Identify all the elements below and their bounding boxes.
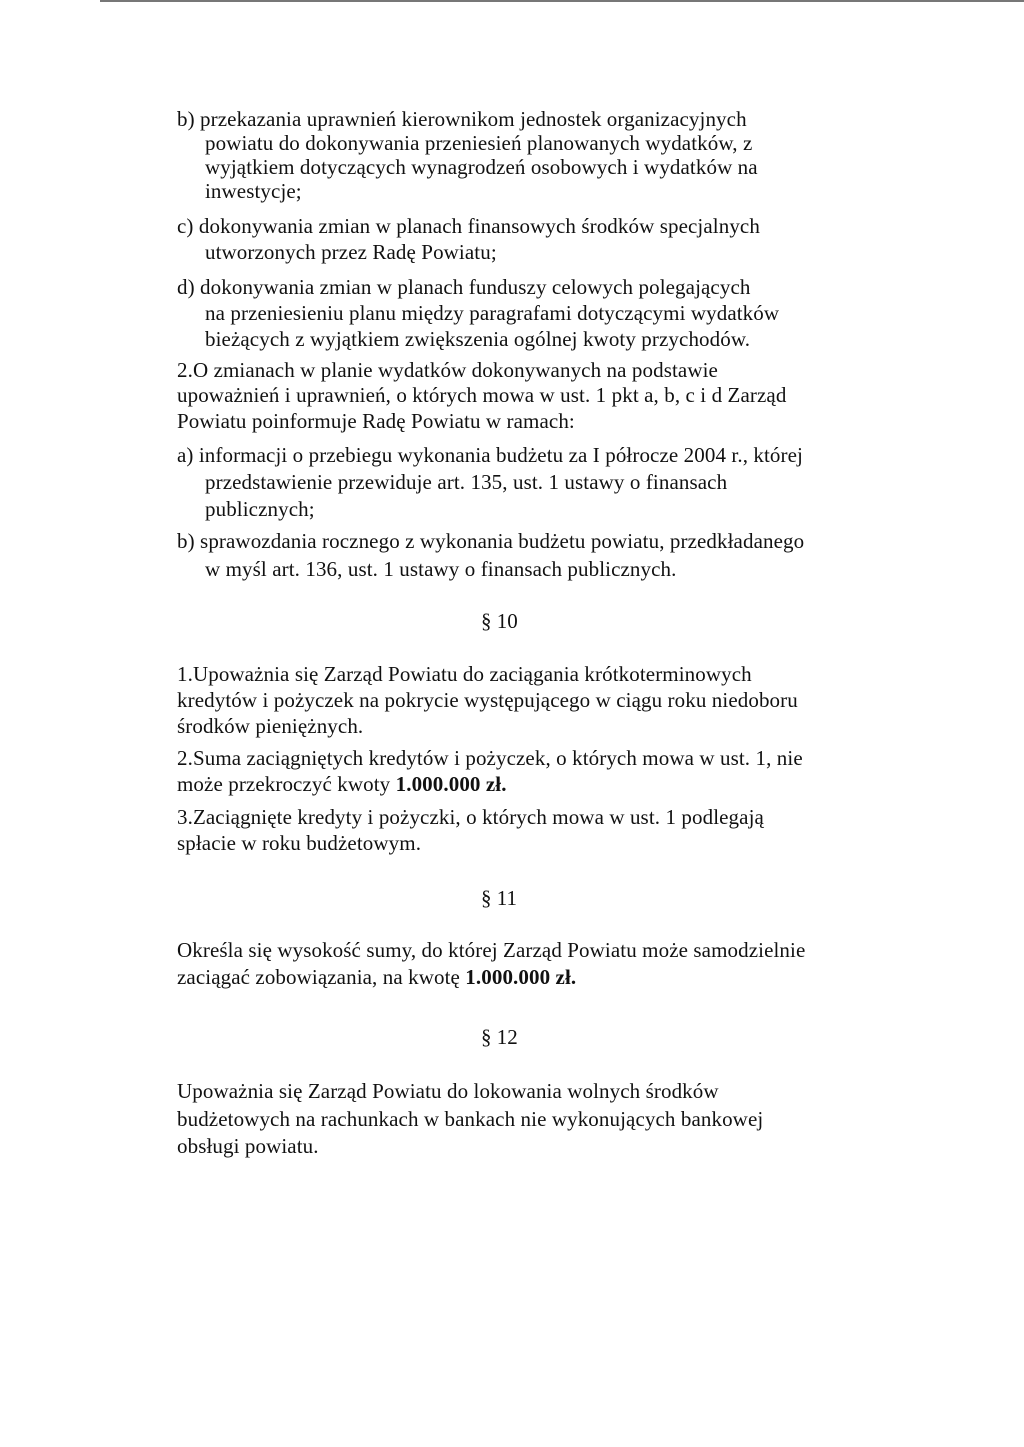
sec10-p1-line-3: środków pieniężnych. — [177, 714, 364, 738]
section-10-heading: § 10 — [481, 609, 518, 633]
list-b-line-1: b) przekazania uprawnień kierownikom jednostek organizacyjnych — [177, 107, 747, 131]
list-d-line-1: d) dokonywania zmian w planach funduszy celowych polegających — [177, 275, 751, 299]
list-b-line-4: inwestycje; — [205, 179, 302, 203]
sec11-text: zaciągać zobowiązania, na kwotę — [177, 965, 466, 989]
list-c-line-2: utworzonych przez Radę Powiatu; — [205, 240, 497, 264]
sec11-line-2 — [177, 965, 576, 989]
sec10-p2-line-2 — [177, 772, 507, 796]
point-2-line-2: upoważnień i uprawnień, o których mowa w ust. 1 pkt a, b, c i d Zarząd — [177, 383, 787, 407]
sec10-p3-line-2: spłacie w roku budżetowym. — [177, 831, 422, 855]
list-d-line-2: na przeniesieniu planu między paragrafami dotyczącymi wydatków — [205, 301, 780, 325]
list-c-line-1: c) dokonywania zmian w planach finansowych środków specjalnych — [177, 214, 760, 238]
sub-b-line-2: w myśl art. 136, ust. 1 ustawy o finansach publicznych. — [205, 557, 677, 581]
section-11-heading: § 11 — [481, 886, 517, 910]
sec10-p1-line-2: kredytów i pożyczek na pokrycie występującego w ciągu roku niedoboru — [177, 688, 798, 712]
sec12-line-3: obsługi powiatu. — [177, 1134, 319, 1158]
list-d-line-3: bieżących z wyjątkiem zwiększenia ogólnej kwoty przychodów. — [205, 327, 751, 351]
sec11-line-1: Określa się wysokość sumy, do której Zarząd Powiatu może samodzielnie — [177, 938, 806, 962]
sec12-line-1: Upoważnia się Zarząd Powiatu do lokowania wolnych środków — [177, 1079, 719, 1103]
sec10-p1-line-1: 1.Upoważnia się Zarząd Powiatu do zaciągania krótkoterminowych — [177, 662, 752, 686]
sec10-p2-line-1: 2.Suma zaciągniętych kredytów i pożyczek, o których mowa w ust. 1, nie — [177, 746, 803, 770]
sec10-p3-line-1: 3.Zaciągnięte kredyty i pożyczki, o których mowa w ust. 1 podlegają — [177, 805, 764, 829]
sub-a-line-3: publicznych; — [205, 497, 315, 521]
list-b-line-2: powiatu do dokonywania przeniesień planowanych wydatków, z — [205, 131, 753, 155]
sub-b-line-1: b) sprawozdania rocznego z wykonania budżetu powiatu, przedkładanego — [177, 529, 805, 553]
section-12-heading: § 12 — [481, 1025, 518, 1049]
sec10-p2-text: może przekroczyć kwoty — [177, 772, 396, 796]
sec10-p2-amount: 1.000.000 zł. — [395, 772, 507, 796]
point-2-line-3: Powiatu poinformuje Radę Powiatu w ramach: — [177, 409, 575, 433]
point-2-line-1: 2.O zmianach w planie wydatków dokonywanych na podstawie — [177, 358, 718, 382]
sec11-amount: 1.000.000 zł. — [465, 965, 577, 989]
sub-a-line-2: przedstawienie przewiduje art. 135, ust. 1 ustawy o finansach — [205, 470, 728, 494]
list-b-line-3: wyjątkiem dotyczących wynagrodzeń osobowych i wydatków na — [205, 155, 758, 179]
scan-edge-line — [100, 0, 1024, 2]
sec12-line-2: budżetowych na rachunkach w bankach nie wykonujących bankowej — [177, 1107, 764, 1131]
sub-a-line-1: a) informacji o przebiegu wykonania budżetu za I półrocze 2004 r., której — [177, 443, 803, 467]
